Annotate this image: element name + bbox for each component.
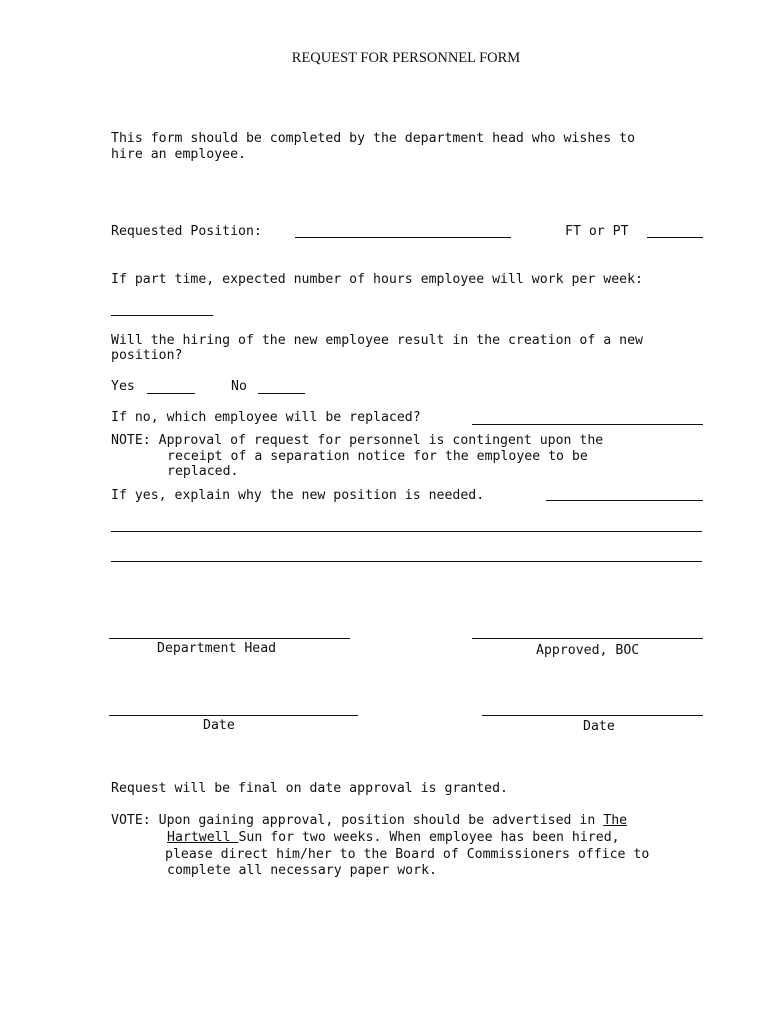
form-title: REQUEST FOR PERSONNEL FORM xyxy=(291,50,521,66)
date-left-line[interactable] xyxy=(109,715,358,716)
requested-position-label: Requested Position: xyxy=(111,224,262,239)
note-line-3: replaced. xyxy=(167,464,239,479)
vote-line-3: please direct him/her to the Board of Commissioners office to xyxy=(165,847,650,862)
no-field[interactable] xyxy=(258,375,305,394)
final-note: Request will be final on date approval is granted. xyxy=(111,781,508,796)
replaced-field[interactable] xyxy=(472,406,703,425)
ft-pt-label: FT or PT xyxy=(565,224,629,239)
replaced-label: If no, which employee will be replaced? xyxy=(111,410,421,425)
ft-pt-field[interactable] xyxy=(647,219,703,238)
no-label: No xyxy=(231,379,247,394)
vote-paper-name: Hartwell xyxy=(167,830,239,845)
approved-label: Approved, BOC xyxy=(536,643,640,658)
department-head-signature-line[interactable] xyxy=(109,638,350,639)
explain-field-3[interactable] xyxy=(111,543,702,562)
vote-line-4: complete all necessary paper work. xyxy=(167,863,437,878)
intro-line-1: This form should be completed by the department head who wishes to xyxy=(111,131,636,146)
yes-label: Yes xyxy=(111,379,135,394)
intro-line-2: hire an employee. xyxy=(111,147,246,162)
vote-prefix: VOTE: Upon gaining approval, position should be advertised in xyxy=(111,813,604,828)
date-right-label: Date xyxy=(583,719,615,734)
note-line-2: receipt of a separation notice for the employee to be xyxy=(167,449,588,464)
explain-label: If yes, explain why the new position is needed. xyxy=(111,488,485,503)
vote-paper-the: The xyxy=(603,813,628,828)
vote-line-1 xyxy=(111,813,627,829)
yes-field[interactable] xyxy=(147,375,195,394)
new-position-line-1: Will the hiring of the new employee result in the creation of a new xyxy=(111,333,643,348)
new-position-line-2: position? xyxy=(111,348,183,363)
hours-field[interactable] xyxy=(111,297,213,316)
explain-field-1[interactable] xyxy=(546,482,703,501)
hours-label: If part time, expected number of hours employee will work per week: xyxy=(111,272,643,287)
note-line-1: NOTE: Approval of request for personnel is contingent upon the xyxy=(111,433,604,448)
requested-position-field[interactable] xyxy=(295,219,511,238)
approved-signature-line[interactable] xyxy=(472,638,703,639)
department-head-label: Department Head xyxy=(157,641,277,656)
date-left-label: Date xyxy=(203,718,235,733)
vote-line-2-rest: Sun for two weeks. When employee has been hired, xyxy=(238,830,620,845)
explain-field-2[interactable] xyxy=(111,513,702,532)
date-right-line[interactable] xyxy=(482,715,703,716)
vote-line-2 xyxy=(167,830,620,846)
